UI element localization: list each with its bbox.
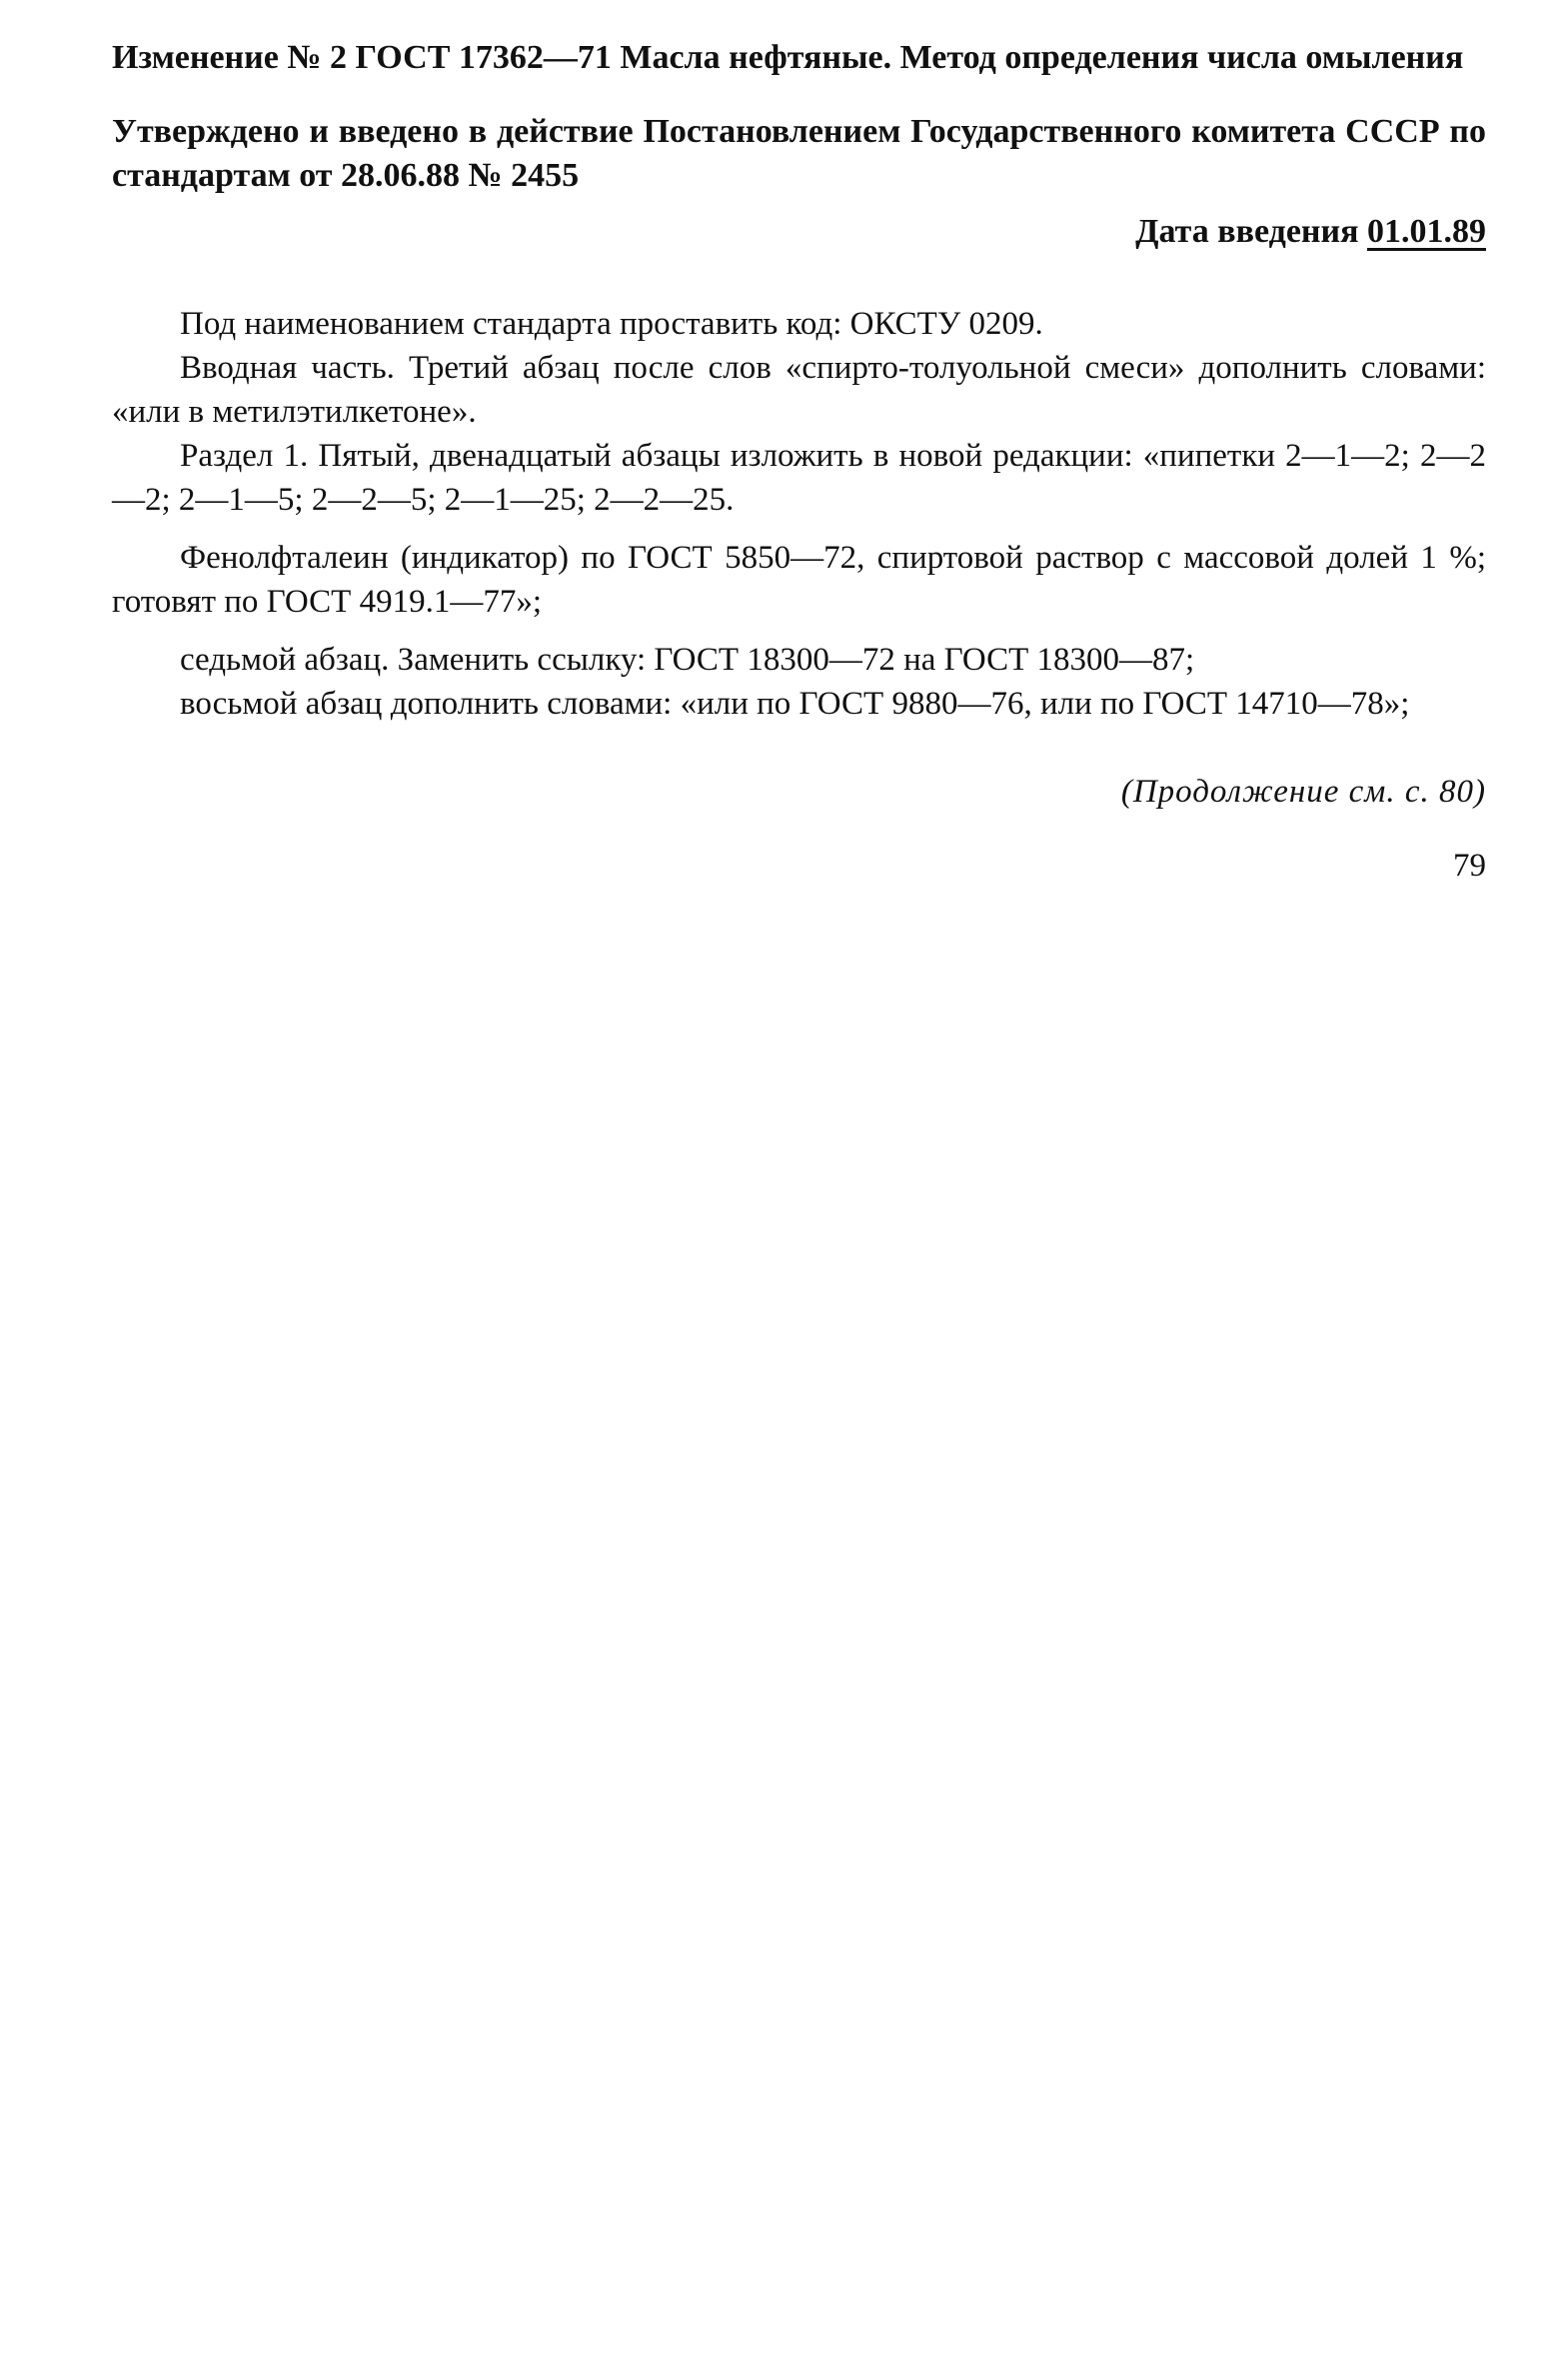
effective-date-line [112, 210, 1486, 254]
paragraph-seventh: седьмой абзац. Заменить ссылку: ГОСТ 18300—72 на ГОСТ 18300—87; [180, 642, 1195, 678]
paragraph-section-1: Раздел 1. Пятый, двенадцатый абзацы изложить в новой редакции: «пипетки 2—1—2; 2—2—2; 2—1—5; 2—2—5; 2—1—25; 2—2—25. [112, 438, 1486, 518]
paragraph-okstu-code: Под наименованием стандарта проставить код: ОКСТУ 0209. [180, 306, 1043, 342]
approval-statement: Утверждено и введено в действие Постановлением Государственного комитета СССР по стандартам от 28.06.88 № 2455 [112, 113, 1486, 194]
effective-date-value: 01.01.89 [1367, 213, 1486, 250]
document-page [112, 36, 1486, 888]
paragraph-introduction: Вводная часть. Третий абзац после слов «спирто-толуольной смеси» дополнить словами: «или в метилэтилкетоне». [112, 350, 1486, 430]
amendment-body [112, 302, 1486, 726]
paragraph-eighth: восьмой абзац дополнить словами: «или по ГОСТ 9880—76, или по ГОСТ 14710—78»; [180, 686, 1410, 722]
amendment-title: Изменение № 2 ГОСТ 17362—71 Масла нефтяные. Метод определения числа омыления [112, 39, 1464, 76]
effective-date-label: Дата введения [1135, 213, 1359, 250]
page-number: 79 [1453, 848, 1486, 884]
continuation-note: (Продолжение см. с. 80) [1120, 774, 1486, 810]
paragraph-phenolphthalein: Фенолфталеин (индикатор) по ГОСТ 5850—72, спиртовой раствор с массовой долей 1 %; готовят по ГОСТ 4919.1—77»; [112, 540, 1486, 620]
